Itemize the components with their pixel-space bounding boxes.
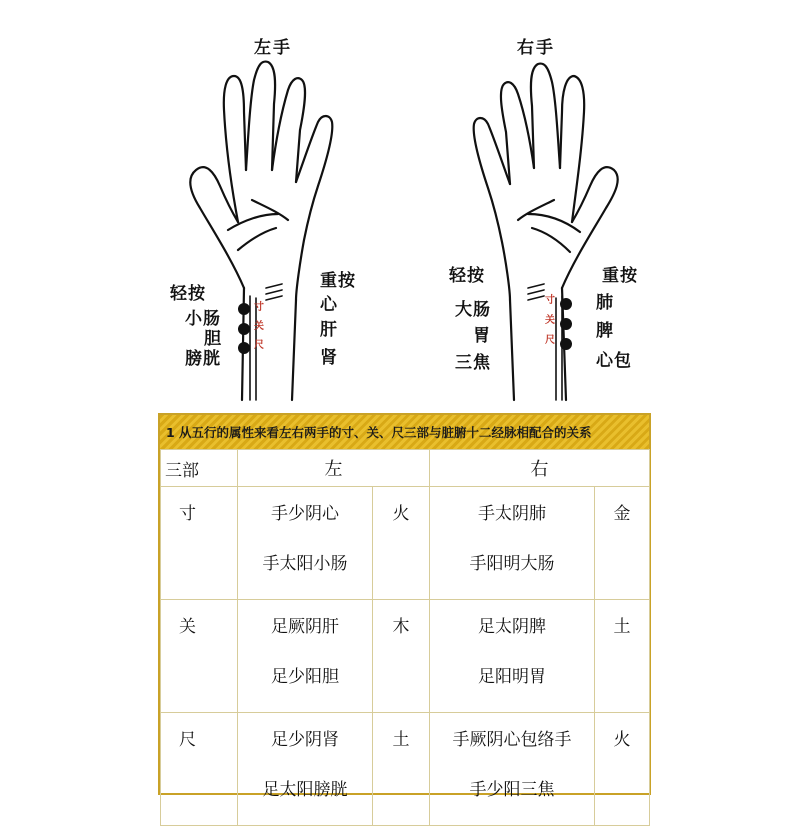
left-chi-dot	[238, 342, 250, 354]
meridian: 手少阳三焦	[469, 780, 555, 800]
left-heavy-organ-2: 肝	[320, 320, 338, 340]
left-heavy-organ-3: 肾	[320, 348, 338, 368]
meridian: 手太阴肺	[478, 504, 546, 524]
header-right: 右	[430, 450, 650, 487]
right-meridians	[430, 713, 595, 826]
right-element: 金	[595, 487, 650, 600]
left-hand-title: 左手	[254, 38, 292, 58]
right-meridians	[430, 600, 595, 713]
table-header-row	[161, 450, 650, 487]
right-meridians	[430, 487, 595, 600]
header-section: 三部	[161, 450, 238, 487]
table-caption: 1 从五行的属性来看左右两手的寸、关、尺三部与脏腑十二经脉相配合的关系	[160, 415, 649, 449]
left-cun-dot	[238, 303, 250, 315]
right-hand-title: 右手	[517, 38, 555, 58]
hands-illustration	[0, 0, 800, 410]
meridian: 手少阴心	[271, 504, 339, 524]
right-hand-drawing	[474, 64, 618, 400]
right-light-press-label: 轻按	[449, 266, 485, 286]
left-meridians	[238, 600, 373, 713]
right-light-organ-2: 胃	[473, 326, 491, 346]
left-light-organ-3: 膀胱	[185, 349, 221, 369]
row-label: 关	[161, 600, 238, 713]
right-heavy-organ-3: 心包	[596, 351, 632, 371]
header-left: 左	[238, 450, 430, 487]
meridian: 手厥阴心包络手	[452, 730, 572, 750]
left-position-guan: 关	[254, 321, 264, 332]
right-cun-dot	[560, 298, 572, 310]
left-heavy-press-label: 重按	[320, 271, 356, 291]
left-meridians	[238, 713, 373, 826]
table-row	[161, 600, 650, 713]
right-light-organ-3: 三焦	[455, 353, 491, 373]
left-guan-dot	[238, 323, 250, 335]
right-heavy-organ-1: 肺	[596, 293, 614, 313]
right-position-guan: 关	[545, 315, 555, 326]
right-element: 土	[595, 600, 650, 713]
right-light-organ-1: 大肠	[455, 300, 491, 320]
left-meridians	[238, 487, 373, 600]
left-position-cun: 寸	[254, 302, 264, 313]
left-light-organ-1: 小肠	[185, 309, 221, 329]
left-light-press-label: 轻按	[170, 284, 206, 304]
right-heavy-press-label: 重按	[602, 266, 638, 286]
right-element: 火	[595, 713, 650, 826]
left-element: 木	[373, 600, 430, 713]
meridian: 足厥阴肝	[271, 617, 339, 637]
left-element: 火	[373, 487, 430, 600]
table-grid	[160, 449, 650, 826]
row-label: 寸	[161, 487, 238, 600]
meridian: 足太阴脾	[478, 617, 546, 637]
meridian: 足太阳膀胱	[262, 780, 348, 800]
right-heavy-organ-2: 脾	[596, 321, 614, 341]
table-row	[161, 713, 650, 826]
meridian: 手阳明大肠	[469, 554, 555, 574]
left-light-organ-2: 胆	[204, 329, 222, 349]
left-position-chi: 尺	[254, 340, 264, 351]
right-chi-dot	[560, 338, 572, 350]
left-heavy-organ-1: 心	[320, 295, 338, 315]
left-element: 土	[373, 713, 430, 826]
meridian: 足少阳胆	[271, 667, 339, 687]
meridian: 足阳明胃	[478, 667, 546, 687]
right-position-chi: 尺	[545, 335, 555, 346]
table-row	[161, 487, 650, 600]
right-guan-dot	[560, 318, 572, 330]
meridian: 手太阳小肠	[262, 554, 348, 574]
row-label: 尺	[161, 713, 238, 826]
right-position-cun: 寸	[545, 295, 555, 306]
pulse-correspondence-table	[158, 413, 651, 800]
meridian: 足少阴肾	[271, 730, 339, 750]
